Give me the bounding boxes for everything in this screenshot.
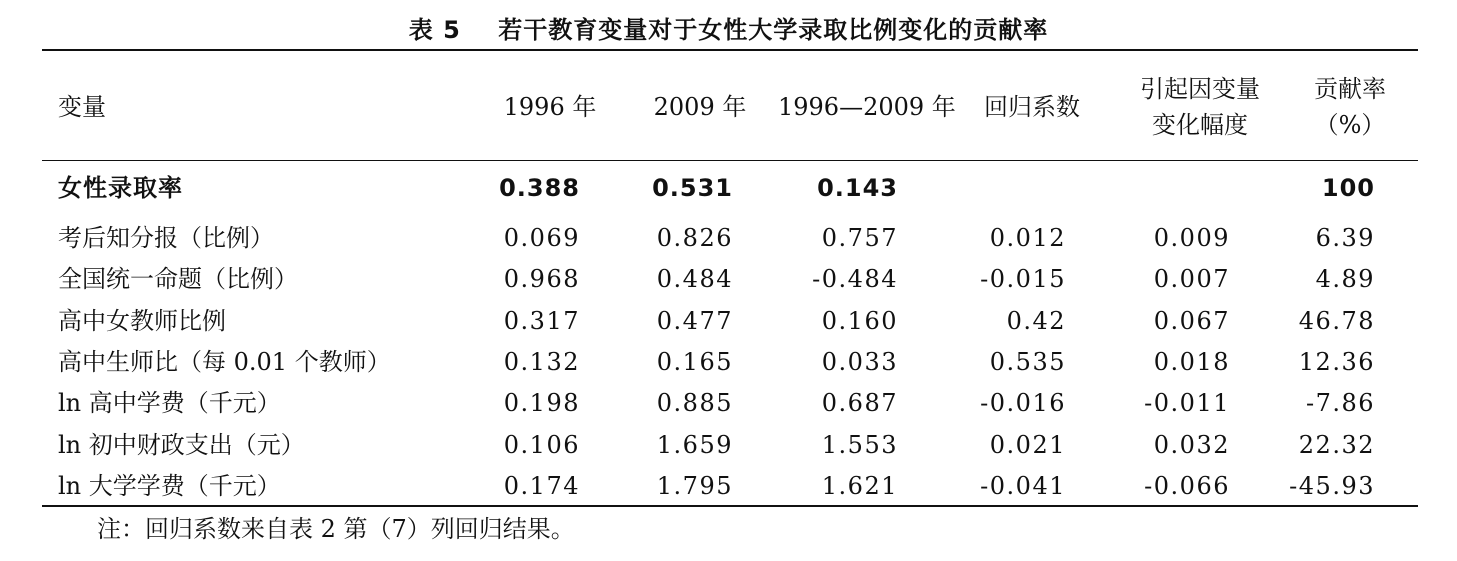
cell-diff: 0.033: [821, 348, 898, 376]
row-label: 高中生师比（每 0.01 个教师）: [58, 348, 391, 376]
cell-contribution: 4.89: [1315, 265, 1375, 293]
cell-contribution: -7.86: [1305, 389, 1375, 417]
cell-2009: 0.165: [656, 348, 733, 376]
header-coefficient: 回归系数: [984, 93, 1080, 121]
cell-diff: 0.687: [821, 389, 898, 417]
cell-1996: 0.317: [503, 307, 580, 335]
cell-induced-change: 0.018: [1153, 348, 1230, 376]
cell-contribution: -45.93: [1289, 472, 1375, 500]
cell-diff: 1.553: [821, 431, 898, 459]
header-1996-2009: 1996—2009 年: [778, 93, 956, 121]
cell-1996: 0.968: [503, 265, 580, 293]
cell-contribution: 6.39: [1315, 224, 1375, 252]
cell-coefficient: -0.041: [980, 472, 1066, 500]
cell-induced-change: 0.032: [1153, 431, 1230, 459]
cell-coefficient: 0.012: [989, 224, 1066, 252]
cell-diff: 0.160: [821, 307, 898, 335]
cell-2009: 0.885: [656, 389, 733, 417]
cell-diff: 0.143: [817, 174, 898, 202]
table-note: 注：回归系数来自表 2 第（7）列回归结果。: [97, 515, 575, 543]
top-rule: [42, 49, 1418, 51]
cell-2009: 0.531: [652, 174, 733, 202]
cell-contribution: 100: [1321, 174, 1375, 202]
cell-coefficient: 0.42: [1006, 307, 1066, 335]
header-induced-line2: 变化幅度: [1152, 111, 1248, 139]
row-label: 考后知分报（比例）: [58, 224, 274, 252]
cell-diff: 1.621: [821, 472, 898, 500]
header-rule: [42, 160, 1418, 161]
cell-2009: 1.659: [656, 431, 733, 459]
cell-coefficient: 0.021: [989, 431, 1066, 459]
cell-induced-change: 0.009: [1153, 224, 1230, 252]
cell-1996: 0.198: [503, 389, 580, 417]
cell-1996: 0.106: [503, 431, 580, 459]
cell-1996: 0.174: [503, 472, 580, 500]
table-caption: 表 5 若干教育变量对于女性大学录取比例变化的贡献率: [408, 16, 1049, 44]
cell-1996: 0.388: [499, 174, 580, 202]
cell-coefficient: -0.016: [980, 389, 1066, 417]
cell-induced-change: -0.011: [1144, 389, 1230, 417]
cell-2009: 0.826: [656, 224, 733, 252]
row-label: 全国统一命题（比例）: [58, 265, 298, 293]
cell-coefficient: -0.015: [980, 265, 1066, 293]
header-2009: 2009 年: [653, 93, 747, 121]
row-label: ln 高中学费（千元）: [58, 389, 281, 417]
header-variable: 变量: [58, 93, 106, 121]
cell-coefficient: 0.535: [989, 348, 1066, 376]
cell-diff: 0.757: [821, 224, 898, 252]
row-label: 女性录取率: [58, 174, 183, 202]
header-contribution-line1: 贡献率: [1314, 75, 1386, 103]
cell-2009: 1.795: [656, 472, 733, 500]
bottom-rule: [42, 505, 1418, 507]
cell-induced-change: 0.067: [1153, 307, 1230, 335]
cell-diff: -0.484: [812, 265, 898, 293]
row-label: 高中女教师比例: [58, 307, 226, 335]
header-1996: 1996 年: [503, 93, 597, 121]
row-label: ln 初中财政支出（元）: [58, 431, 305, 459]
cell-1996: 0.132: [503, 348, 580, 376]
cell-2009: 0.484: [656, 265, 733, 293]
cell-contribution: 22.32: [1298, 431, 1375, 459]
cell-1996: 0.069: [503, 224, 580, 252]
cell-induced-change: 0.007: [1153, 265, 1230, 293]
cell-contribution: 46.78: [1298, 307, 1375, 335]
header-contribution-line2: （%）: [1314, 111, 1386, 139]
cell-2009: 0.477: [656, 307, 733, 335]
cell-induced-change: -0.066: [1144, 472, 1230, 500]
cell-contribution: 12.36: [1298, 348, 1375, 376]
header-induced-line1: 引起因变量: [1140, 75, 1260, 103]
row-label: ln 大学学费（千元）: [58, 472, 281, 500]
